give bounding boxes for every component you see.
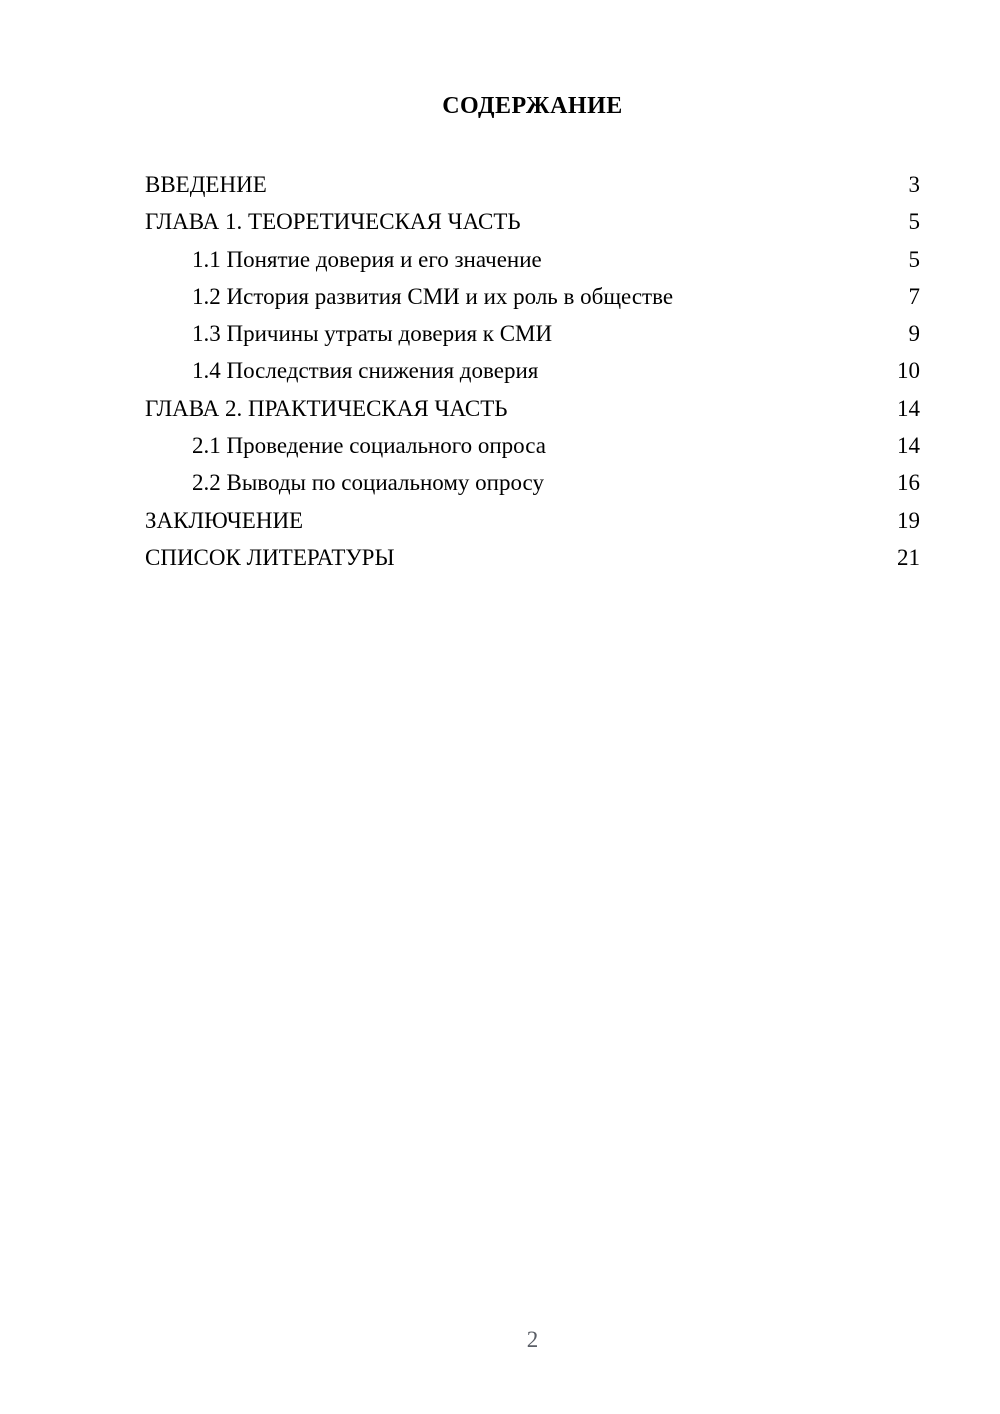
toc-entry-page: 3 [908, 172, 920, 197]
toc-entry [145, 241, 920, 278]
toc-entry [145, 315, 920, 352]
toc-entry-page: 16 [897, 470, 920, 496]
toc-entry [145, 390, 920, 427]
toc-entry-label: 1.4 Последствия снижения доверия [192, 358, 539, 384]
toc-entry [145, 203, 920, 240]
toc-entry-page: 19 [897, 507, 920, 533]
toc-entry [145, 352, 920, 389]
toc-entry [145, 539, 920, 576]
toc-entry-label: ВВЕДЕНИЕ [145, 172, 267, 197]
toc-entry-label: 2.1 Проведение социального опроса [192, 433, 546, 459]
toc-entry [145, 427, 920, 464]
toc-entry-label: 1.1 Понятие доверия и его значение [192, 246, 542, 272]
toc-entry-page: 14 [897, 433, 920, 459]
toc-entry [145, 166, 920, 203]
toc-entry-page: 5 [908, 209, 920, 235]
page-title: СОДЕРЖАНИЕ [442, 93, 623, 119]
toc-entry-page: 5 [908, 246, 920, 272]
toc-entry-label: ГЛАВА 2. ПРАКТИЧЕСКАЯ ЧАСТЬ [145, 395, 508, 421]
toc-entry-page: 9 [908, 321, 920, 347]
toc-entry-label: ЗАКЛЮЧЕНИЕ [145, 507, 304, 533]
toc-entry-page: 10 [897, 358, 920, 384]
toc-entry [145, 502, 920, 539]
toc-entry-page: 21 [897, 544, 920, 570]
page-content [145, 0, 920, 576]
toc-entry-label: 2.2 Выводы по социальному опросу [192, 470, 544, 496]
toc-entry-label: СПИСОК ЛИТЕРАТУРЫ [145, 544, 395, 570]
toc-entry [145, 464, 920, 501]
toc-entry [145, 278, 920, 315]
toc-list [145, 166, 920, 576]
toc-entry-label: ГЛАВА 1. ТЕОРЕТИЧЕСКАЯ ЧАСТЬ [145, 209, 521, 235]
page-number: 2 [526, 1327, 539, 1352]
toc-entry-page: 7 [908, 283, 920, 309]
toc-entry-page: 14 [897, 395, 920, 421]
toc-entry-label: 1.3 Причины утраты доверия к СМИ [192, 321, 553, 347]
toc-entry-label: 1.2 История развития СМИ и их роль в обществе [192, 283, 674, 309]
